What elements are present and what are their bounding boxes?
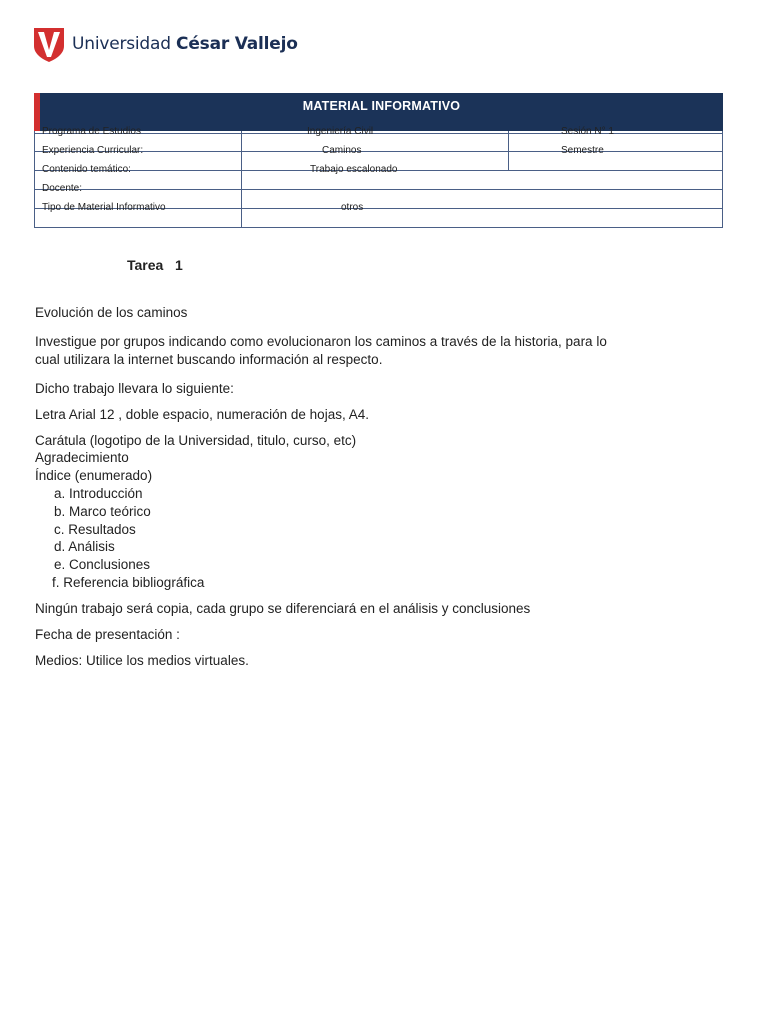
university-logo [34,26,298,62]
value-semestre: Semestre [561,145,604,156]
index-line: Índice (enumerado) [35,468,153,483]
index-item: d. Análisis [54,539,115,554]
material-info-table [34,93,723,228]
index-item: a. Introducción [54,486,143,501]
value-experiencia: Caminos [322,145,362,156]
column-divider [241,131,242,227]
label-experiencia: Experiencia Curricular: [42,145,144,156]
university-name [72,34,298,54]
shield-logo-icon [34,26,64,62]
row-divider [35,189,722,190]
label-programa: Programa de Estudios [42,126,141,137]
requirements-intro: Dicho trabajo llevara lo siguiente: [35,381,234,396]
label-docente: Docente: [42,183,83,194]
media-line: Medios: Utilice los medios virtuales. [35,653,249,668]
table-title: MATERIAL INFORMATIVO [302,99,461,113]
instructions-line-2: cual utilizara la internet buscando información al respecto. [35,352,383,367]
value-contenido: Trabajo escalonado [310,164,398,175]
index-item: f. Referencia bibliográfica [52,575,205,590]
index-item: b. Marco teórico [54,504,151,519]
cover-line: Carátula (logotipo de la Universidad, titulo, curso, etc) [35,433,357,448]
label-tipo-material: Tipo de Material Informativo [42,202,166,213]
table-grid [34,126,723,228]
acknowledgement-line: Agradecimiento [35,450,129,465]
label-contenido: Contenido temático: [42,164,131,175]
university-name-regular: Universidad [72,34,177,54]
index-item: c. Resultados [54,522,136,537]
index-item: e. Conclusiones [54,557,151,572]
subject-line: Evolución de los caminos [35,305,188,320]
value-programa: Ingeniería Civil [307,126,374,137]
format-line: Letra Arial 12 , doble espacio, numeración de hojas, A4. [35,407,369,422]
instructions-line-1: Investigue por grupos indicando como evolucionaron los caminos a través de la historia, para lo [35,334,607,349]
value-tipo-material: otros [341,202,364,213]
column-divider [508,131,509,170]
value-sesion: Sesión N° 1 [561,126,614,137]
no-copy-line: Ningún trabajo será copia, cada grupo se diferenciará en el análisis y conclusiones [35,601,531,616]
university-name-bold: César Vallejo [176,34,298,54]
task-title: Tarea 1 [127,257,183,273]
presentation-date-line: Fecha de presentación : [35,627,180,642]
